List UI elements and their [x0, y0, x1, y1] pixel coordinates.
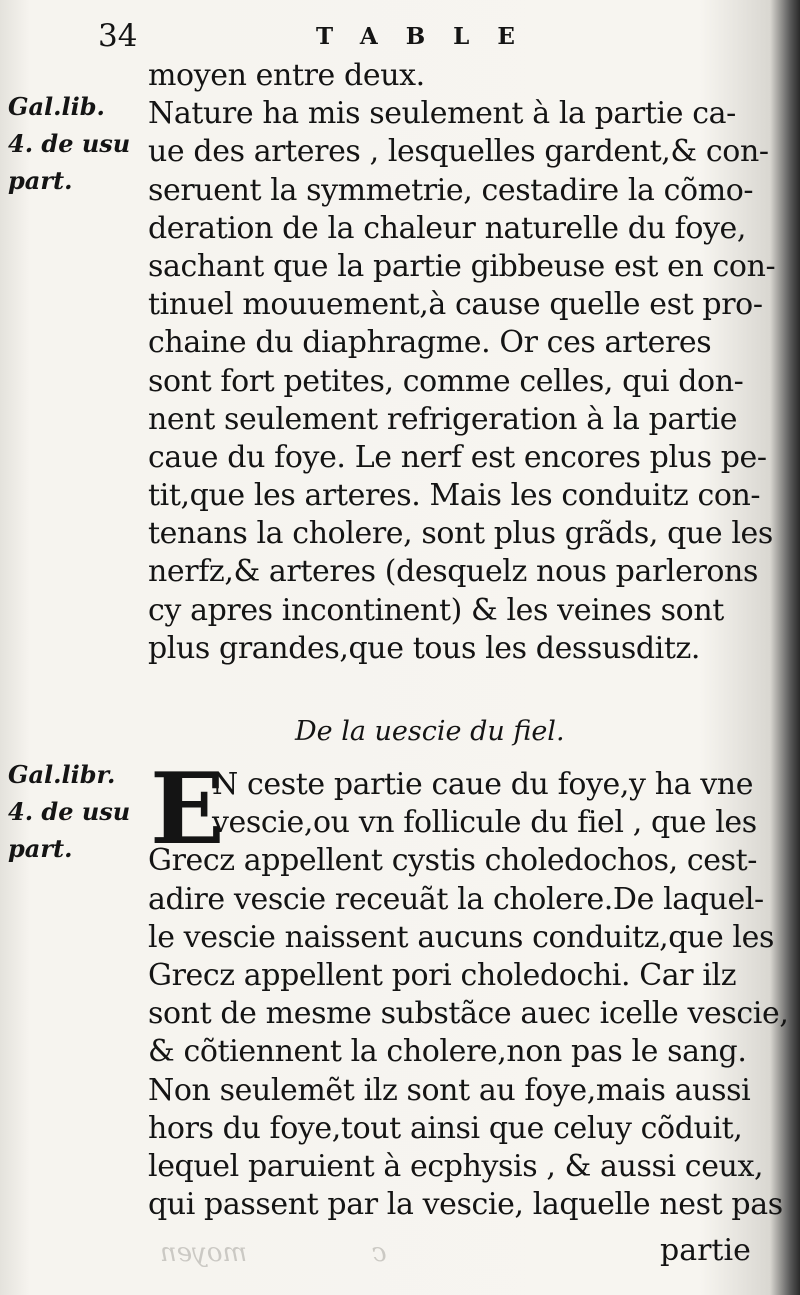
text-line: nent seulement refrigeration à la partie	[148, 401, 738, 437]
main-text-block	[148, 57, 776, 668]
text-line: plus grandes,que tous les dessusditz.	[148, 630, 701, 666]
show-through-text: c	[372, 1238, 387, 1268]
drop-cap: E	[150, 752, 225, 867]
text-line: Grecz appellent pori choledochi. Car ilz	[148, 957, 737, 993]
text-line: tenans la cholere, sont plus grãds, que les	[148, 516, 773, 552]
margin-note-line: part.	[8, 834, 73, 863]
text-line: deration de la chaleur naturelle du foye,	[148, 210, 747, 246]
text-line: hors du foye,tout ainsi que celuy cõduit,	[148, 1110, 743, 1146]
text-line: & cõtiennent la cholere,non pas le sang.	[148, 1034, 747, 1070]
text-line: le vescie naissent aucuns conduitz,que les	[148, 919, 774, 955]
text-line: tit,que les arteres. Mais les conduitz con-	[148, 478, 761, 514]
page-number: 34	[98, 18, 138, 54]
text-line: adire vescie receuãt la cholere.De laquel-	[148, 881, 764, 917]
margin-note	[8, 88, 144, 199]
show-through-text: moyen	[160, 1238, 248, 1268]
running-head	[0, 10, 800, 60]
margin-note	[8, 756, 144, 867]
section-heading: De la uescie du fiel.	[295, 716, 565, 747]
text-line: lequel paruient à ecphysis , & aussi ceux,	[148, 1148, 764, 1184]
text-line: moyen entre deux.	[148, 58, 425, 93]
text-line: Nature ha mis seulement à la partie ca-	[148, 96, 736, 132]
margin-note-line: Gal.libr.	[8, 760, 116, 789]
text-line: sachant que la partie gibbeuse est en con-	[148, 248, 776, 284]
catchword: partie	[660, 1233, 751, 1268]
text-line: sont de mesme substãce auec icelle vescie,	[148, 996, 789, 1032]
text-line: Grecz appellent cystis choledochos, cest-	[148, 843, 758, 879]
margin-note-line: 4. de usu	[8, 797, 131, 826]
margin-note-line: 4. de usu	[8, 129, 131, 158]
text-line: vescie,ou vn follicule du fiel , que les	[212, 805, 757, 841]
margin-note-line: part.	[8, 166, 73, 195]
text-line: Non seulemẽt ilz sont au foye,mais aussi	[148, 1072, 751, 1108]
text-line: nerfz,& arteres (desquelz nous parlerons	[148, 554, 758, 590]
margin-note-line: Gal.lib.	[8, 92, 105, 121]
text-line: tinuel mouuement,à cause quelle est pro-	[148, 287, 763, 323]
section-text-block	[148, 752, 789, 1224]
text-line: chaine du diaphragme. Or ces arteres	[148, 325, 712, 361]
text-line: ue des arteres , lesquelles gardent,& con-	[148, 134, 769, 170]
text-line: caue du foye. Le nerf est encores plus pe-	[148, 439, 767, 475]
running-title: TABLE	[316, 23, 543, 50]
text-line: seruent la symmetrie, cestadire la cõmo-	[148, 172, 754, 208]
text-line: sont fort petites, comme celles, qui don-	[148, 363, 744, 399]
text-line: cy apres incontinent) & les veines sont	[148, 592, 724, 628]
text-line: N ceste partie caue du foye,y ha vne	[212, 767, 754, 802]
text-line: qui passent par la vescie, laquelle nest pas	[148, 1187, 783, 1223]
